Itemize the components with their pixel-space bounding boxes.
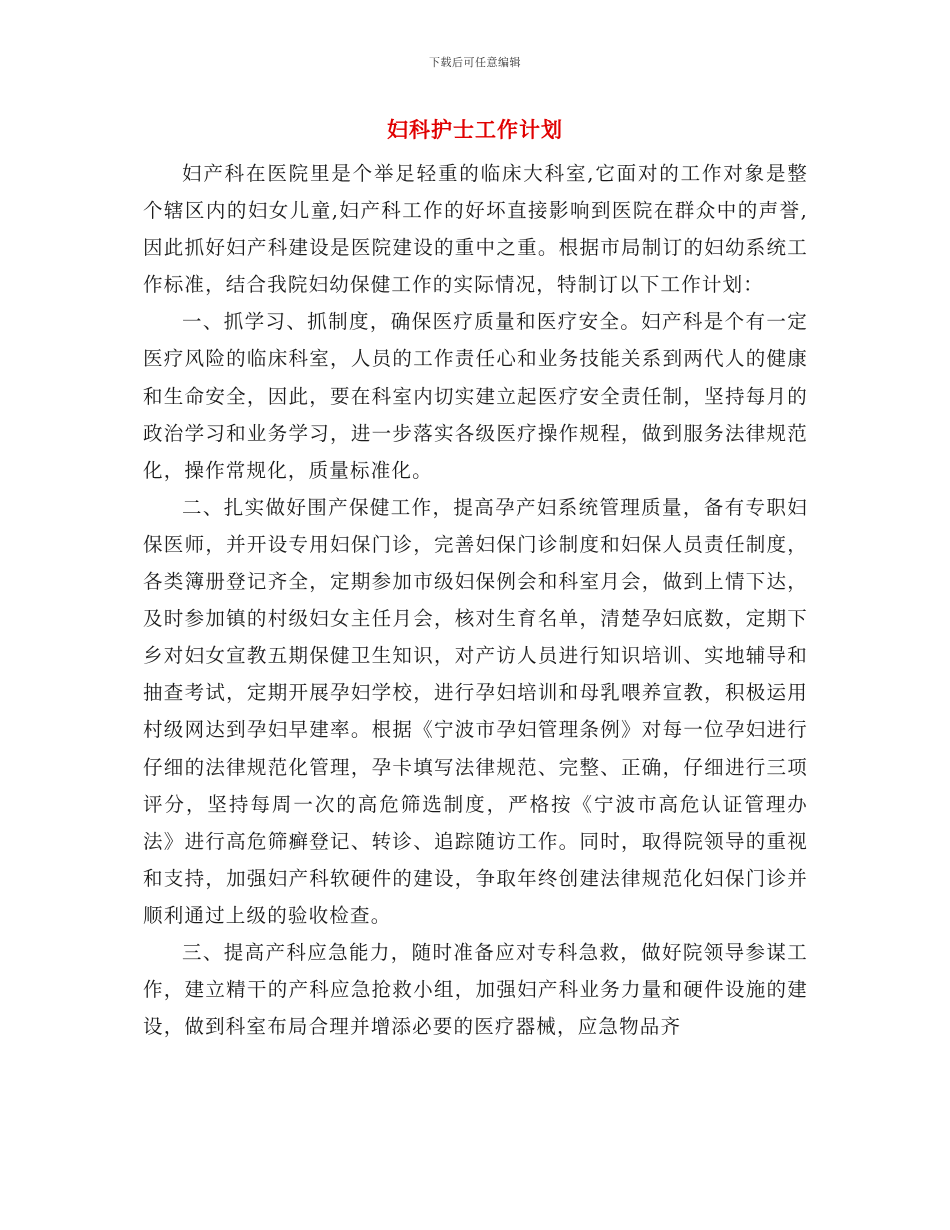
- paragraph-section-1: 一、抓学习、抓制度，确保医疗质量和医疗安全。妇产科是个有一定医疗风险的临床科室，人员的工作责任心和业务技能关系到两代人的健康和生命安全，因此，要在科室内切实建立起医疗安全责任制，坚持每月的政治学习和业务学习，进一步落实各级医疗操作规程，做到服务法律规范化，操作常规化，质量标准化。: [143, 310, 808, 482]
- paragraph-intro: 妇产科在医院里是个举足轻重的临床大科室,它面对的工作对象是整个辖区内的妇女儿童,妇产科工作的好坏直接影响到医院在群众中的声誉,因此抓好妇产科建设是医院建设的重中之重。根据市局制订的妇幼系统工作标准，结合我院妇幼保健工作的实际情况，特制订以下工作计划：: [143, 162, 808, 297]
- paragraph-section-3: 三、提高产科应急能力，随时准备应对专科急救，做好院领导参谋工作，建立精干的产科应急抢救小组，加强妇产科业务力量和硬件设施的建设，做到科室布局合理并增添必要的医疗器械，应急物品齐: [143, 940, 808, 1039]
- paragraph-section-2: 二、扎实做好围产保健工作，提高孕产妇系统管理质量，备有专职妇保医师，并开设专用妇保门诊，完善妇保门诊制度和妇保人员责任制度，各类簿册登记齐全，定期参加市级妇保例会和科室月会，做到上情下达，及时参加镇的村级妇女主任月会，核对生育名单，清楚孕妇底数，定期下乡对妇女宣教五期保健卫生知识，对产访人员进行知识培训、实地辅导和抽查考试，定期开展孕妇学校，进行孕妇培训和母乳喂养宣教，积极运用村级网达到孕妇早建率。根据《宁波市孕妇管理条例》对每一位孕妇进行仔细的法律规范化管理，孕卡填写法律规范、完整、正确，仔细进行三项评分，坚持每周一次的高危筛选制度，严格按《宁波市高危认证管理办法》进行高危筛癣登记、转诊、追踪随访工作。同时，取得院领导的重视和支持，加强妇产科软硬件的建设，争取年终创建法律规范化妇保门诊并顺利通过上级的验收检查。: [143, 495, 808, 927]
- page-title: 妇科护士工作计划: [387, 117, 563, 142]
- header-note: 下载后可任意编辑: [429, 56, 521, 69]
- document-body: [143, 155, 808, 1045]
